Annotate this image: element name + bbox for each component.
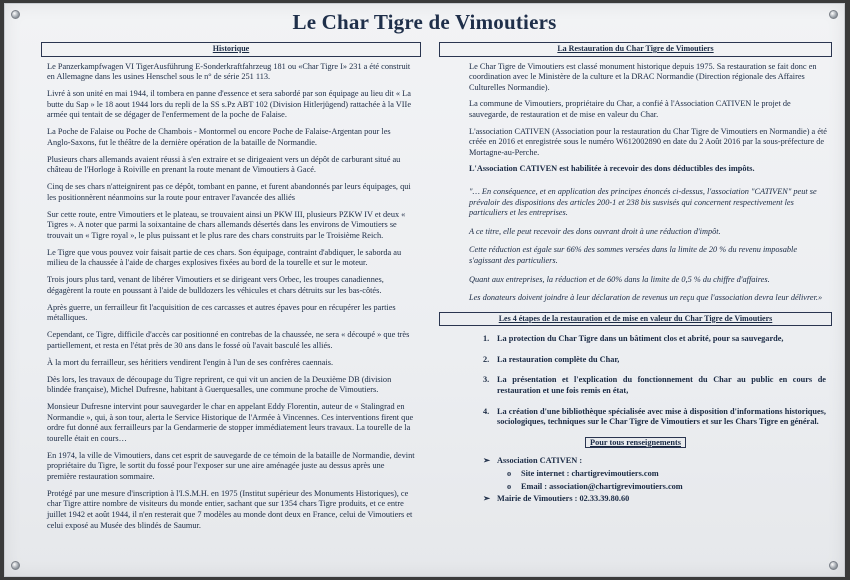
historique-paragraph: À la mort du ferrailleur, ses héritiers vendirent l'engin à l'un de ses confrères caennais.	[47, 357, 334, 367]
list-item	[507, 469, 832, 480]
mairie-phone: Mairie de Vimoutiers : 02.33.39.80.60	[497, 494, 630, 504]
historique-heading: Historique	[41, 42, 421, 57]
historique-paragraph: Plusieurs chars allemands avaient réussi à s'en extraire et se dirigeaient vers un dépôt de carburant situé au château de l'Horloge à Roiville en prenant la route menant de Vimoutiers à Gacé.	[47, 154, 401, 175]
quote-paragraph: Les donateurs doivent joindre à leur déclaration de revenus un reçu que l'association devra leur délivrer.»	[469, 293, 823, 303]
etapes-heading: Les 4 étapes de la restauration et de mise en valeur du Char Tigre de Vimoutiers	[439, 312, 832, 327]
circle-bullet-icon: o	[507, 469, 512, 479]
historique-paragraph: Après guerre, un ferrailleur fit l'acquisition de ces carcasses et autres épaves pour en récupérer les parties métalliques.	[47, 302, 396, 323]
etapes-list	[483, 334, 826, 428]
circle-bullet-icon: o	[507, 481, 512, 491]
restauration-heading: La Restauration du Char Tigre de Vimoutiers	[439, 42, 832, 57]
restauration-paragraph: L'association CATIVEN (Association pour la restauration du Char Tigre de Vimoutiers en Normandie) a été créée en 2016 et enregistrée sous le numéro W612002890 en date du 2 Août 2016 par la sous-préfecture de Mortagne-au-Perche.	[469, 126, 827, 157]
historique-paragraph: Cinq de ses chars n'atteignirent pas ce dépôt, tombant en panne, et furent abandonnés par leurs équipages, qui les positionnèrent néanmoins sur la route pour entraver l'avancée des alliés	[47, 182, 411, 202]
historique-paragraph: Monsieur Dufresne intervint pour sauvegarder le char en appelant Eddy Florentin, auteur de « Stalingrad en Normandie », qui, à son tour, alerta le Service Historique de l'Armée à Vincennes. Ces interventions firent que ordre fut donné aux ferrailleurs par la Gendarmerie de stopper immédiatement leurs travaux. La tourelle de la tourelle était en cours…	[47, 402, 414, 443]
historique-paragraph: Dès lors, les travaux de découpage du Tigre reprirent, ce qui vit un ancien de la Deuxième DB (division blindée française), Michel Dufresne, habitant à Guerquesalles, une commune proche de Vimoutiers.	[47, 374, 392, 395]
dons-notice: L'Association CATIVEN est habilitée à recevoir des dons déductibles des impôts.	[469, 164, 755, 174]
information-board	[4, 3, 845, 577]
historique-paragraph: Livré à son unité en mai 1944, il tombera en panne d'essence et sera sabordé par son équipage au lieu dit « La butte du Sap » le 18 aout 1944 lors du repli de la SS s.Pz ABT 102 (Division Hitlerjügend) rattachée à la VIIe armée qui tentait de se dégager de l'enfermement de la poche de Falaise.	[47, 89, 411, 120]
historique-paragraph: La Poche de Falaise ou Poche de Chambois - Montormel ou encore Poche de Falaise-Argentan pour les Anglo-Saxons, fut le théâtre de la dernière opération de la bataille de Normandie.	[47, 127, 391, 147]
list-item: 1. La protection du Char Tigre dans un bâtiment clos et abrité, pour sa sauvegarde,	[483, 334, 784, 344]
list-item: 2. La restauration complète du Char,	[483, 354, 620, 364]
quote-paragraph: Quant aux entreprises, la réduction et de 60% dans la limite de 0,5 % du chiffre d'affaires.	[469, 274, 770, 284]
restauration-paragraph: Le Char Tigre de Vimoutiers est classé monument historique depuis 1975. Sa restauration se fait donc en coordination avec le Ministère de la culture et la DRAC Normandie (Direction régionale des Affaires Culturelles Normandie).	[469, 61, 817, 92]
contact-list	[483, 456, 832, 504]
historique-paragraph: En 1974, la ville de Vimoutiers, dans cet esprit de sauvegarde de ce témoin de la bataille de Normandie, devint propriétaire du Tigre, le sortit du fossé pour l'exposer sur une aire aménagée juste au dessus après une première restauration sommaire.	[47, 450, 415, 481]
historique-paragraph: Le Panzerkampfwagen VI TigerAusführung E-Sonderkraftfahrzeug 181 ou «Char Tigre I» 231 a été construit en Allemagne dans les usines Henschel sous le n° de série 251 113.	[47, 61, 411, 82]
list-item	[507, 482, 832, 493]
quote-paragraph: Cette réduction est égale sur 66% des sommes versées dans la limite de 20 % du revenu imposable s'agissant des particuliers.	[469, 245, 798, 265]
screw-icon	[829, 561, 838, 570]
email-link[interactable]: Email : association@chartigrevimoutiers.com	[521, 481, 683, 491]
historique-section	[41, 42, 421, 537]
screw-icon	[11, 561, 20, 570]
historique-paragraph: Trois jours plus tard, venant de libérer Vimoutiers et se dirigeant vers Orbec, les troupes canadiennes, dégagèrent la route en poussant à l'aide de bulldozers les véhicules et chars détruits sur les bas-côtés.	[47, 275, 384, 295]
restauration-paragraph: La commune de Vimoutiers, propriétaire du Char, a confié à l'Association CATIVEN le projet de sauvegarde, de restauration et de mise en valeur du Char.	[469, 99, 791, 119]
list-item: 4. La création d'une bibliothèque spécialisée avec mise à disposition d'informations historiques, sociologiques, techniques sur le Char Tigre de Vimoutiers et sur les Chars Tigre en général.	[483, 406, 826, 427]
quote-paragraph: A ce titre, elle peut recevoir des dons ouvrant droit à une réduction d'impôt.	[469, 226, 721, 236]
historique-paragraph: Protégé par une mesure d'inscription à l'I.S.M.H. en 1975 (Institut supérieur des Monuments Historiques), ce char Tigre attire nombre de visiteurs du monde entier, sachant que sur 1354 chars Tigre produits, et ce entre juillet 1942 et août 1944, il n'en resterait que 7 modèles au monde dont deux en France, celui de Vimoutiers et celui exposé au Musée des blindés de Saumur.	[47, 488, 413, 530]
website-link[interactable]: Site internet : chartigrevimoutiers.com	[521, 469, 659, 479]
renseignements-heading: Pour tous renseignements	[439, 438, 832, 449]
list-item: 3. La présentation et l'explication du fonctionnement du Char au public en cours de restauration et une fois remis en état,	[483, 375, 826, 396]
historique-paragraph: Le Tigre que vous pouvez voir faisait partie de ces chars. Son équipage, contraint d'abdiquer, le saborda au milieu de la chaussée à l'aide de charges explosives fixées au bord de la tourelle et sur le moteur.	[47, 247, 402, 268]
page-title: Le Char Tigre de Vimoutiers	[292, 10, 557, 34]
list-item	[483, 494, 832, 505]
arrow-bullet-icon: ➢	[483, 456, 490, 466]
arrow-bullet-icon: ➢	[483, 494, 490, 504]
historique-paragraph: Sur cette route, entre Vimoutiers et le plateau, se trouvaient ainsi un PKW III, plusieurs PZKW IV et deux « Tigres ». A noter que parmi la soixantaine de chars allemands désertés dans les environs de Vimoutiers se trouvait un « Tigre royal », le plus puissant et le plus rare des chars construits par le Troisième Reich.	[47, 209, 406, 240]
association-name: Association CATIVEN :	[497, 456, 583, 466]
quote-paragraph: "… En conséquence, et en application des principes énoncés ci-dessus, l'association "CATIVEN" peut se prévaloir des dispositions des articles 200-1 et 238 bis susvisés qui concernent respectivement les particuliers et les entreprises.	[469, 186, 817, 218]
restauration-section	[439, 42, 832, 507]
list-item	[483, 456, 832, 467]
fiscal-quote	[439, 187, 832, 304]
historique-paragraph: Cependant, ce Tigre, difficile d'accès car positionné en contrebas de la chaussée, ne sera « découpé » que très partiellement, et resta en l'état près de 30 ans dans le fossé où l'avait basculé les alliés.	[47, 330, 410, 350]
